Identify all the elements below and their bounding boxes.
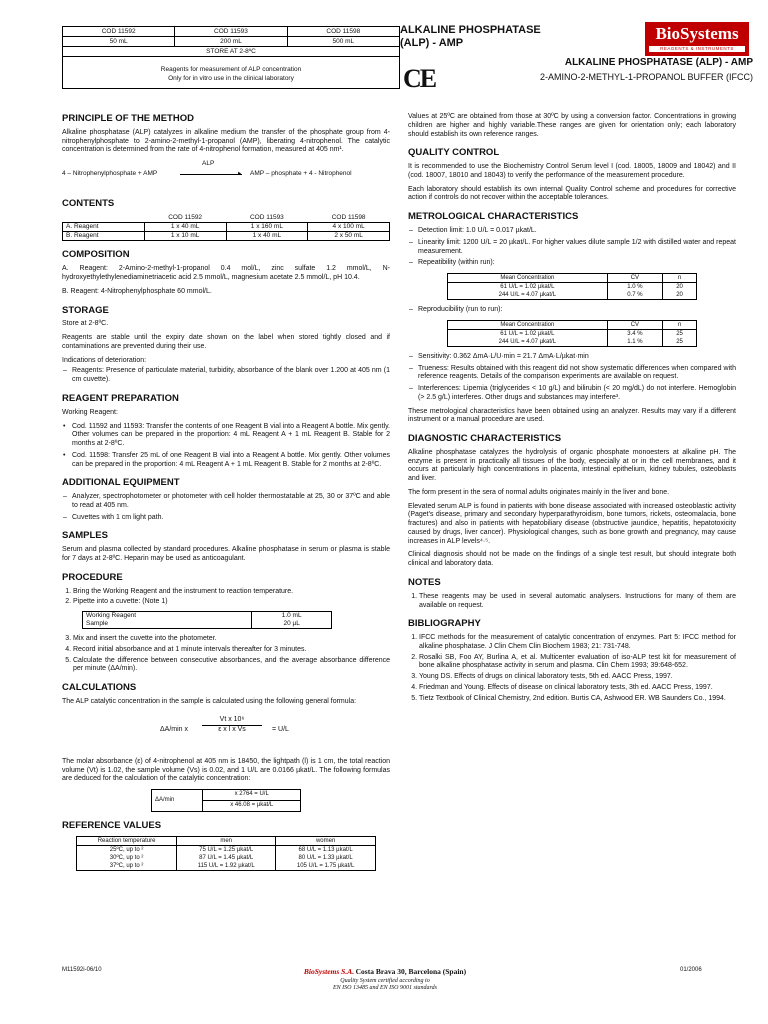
table-header (63, 214, 145, 223)
table-header: COD 11598 (331, 214, 366, 221)
table-cell: 25 (663, 338, 697, 347)
table-header: Mean Concentration (448, 320, 608, 329)
table-cell: 105 U/L = 1.75 µkat/L (276, 862, 376, 871)
footer-quality-line2: EN ISO 13485 and EN ISO 9001 standards (333, 985, 437, 991)
list-item: 4. Friedman and Young. Effects of disease on clinical laboratory tests, 3th ed. AACC Press, 1997. (419, 684, 736, 693)
table-cell: 25ºC, up to ² (77, 845, 177, 854)
document-code: M11592i-06/10 (62, 967, 102, 973)
table-cell: A. Reagent (63, 223, 145, 232)
list (62, 423, 390, 470)
paragraph: The molar absorbance (ε) of 4-nitrophenol at 405 nm is 18450, the lightpath (l) is 1 cm, the total reaction volume (Vt) is 1.02, the sample volume (Vs) is 0.02, and 1 U/L are 0.0166 µkat/L. The following formulas are deduced for the calculation of the catalytic concentration: (62, 757, 390, 783)
list-item: 1. These reagents may be used in several automatic analysers. Instructions for many of them are available on request. (419, 593, 736, 611)
table-header: n (663, 274, 697, 283)
list (408, 353, 736, 403)
list-item: • Cod. 11598: Transfer 25 mL of one Reagent B vial into a Reagent A bottle. Mix gently. Other volumes can be prepared in the proportion: 4 mL Reagent A + 1 mL Reagent B. Stable for 2 months at 2-8ºC. (72, 452, 390, 470)
method-subtitle: 2-AMINO-2-METHYL-1-PROPANOL BUFFER (IFCC) (539, 72, 753, 82)
list-item: – Detection limit: 1.0 U/L = 0.017 µkat/L. (418, 227, 736, 236)
paragraph: Alkaline phosphatase (ALP) catalyzes in alkaline medium the transfer of the phosphate group from 4-nitrophenylphosphate to 2-amino-2-methyl-1-propanol (AMP), liberating 4-nitrophenol. The catalytic concentration is determined from the rate of 4-nitrophenol formation, measured at 405 nm¹. (62, 128, 390, 154)
formula-lhs: ΔA/min x (160, 725, 189, 733)
paragraph: The ALP catalytic concentration in the sample is calculated using the following general formula: (62, 698, 357, 705)
table-cell: 20 µL (252, 620, 332, 629)
list-item: – Sensitivity: 0.362 ΔmA·L/U·min = 21.7 ΔmA·L/µkat·min (418, 353, 736, 362)
footer-quality-line1: Quality System certified according to (340, 977, 430, 984)
table-header: CV (607, 274, 662, 283)
section-heading: CONTENTS (62, 198, 115, 210)
table-cell: 244 U/L = 4.07 µkat/L (448, 291, 608, 300)
list (408, 227, 736, 268)
table-cell: 68 U/L = 1.13 µkat/L (276, 845, 376, 854)
list-item: – Trueness: Results obtained with this reagent did not show systematic differences when compared with reference reagents. Details of the comparison experiments are available on request. (418, 365, 736, 383)
table-cell: 1.1 % (607, 338, 662, 347)
table-cell: Sample (83, 620, 252, 629)
section-heading: PRINCIPLE OF THE METHOD (62, 113, 194, 124)
usage-note-2: Only for in vitro use in the clinical laboratory (168, 75, 294, 82)
paragraph: Elevated serum ALP is found in patients with bone disease associated with increased osteoblastic activity (Paget's disease, primary and secondary hyperparathyroidism, bone tumors, rickets, osteomalacia, bone fractures) and also in patients with hepatobiliary disease (obstructive jaundice, hepatitis, hepatotoxicity caused by drugs, liver cancer). Physiological changes, such as bone growth and pregnancy, may cause increases in ALP levels⁴·⁵. (408, 502, 736, 545)
table-cell: 61 U/L = 1.02 µkat/L (448, 283, 608, 292)
paragraph: Clinical diagnosis should not be made on the findings of a single test result, but should integrate both clinical and laboratory data. (408, 551, 736, 568)
usage-note-1: Reagents for measurement of ALP concentration (160, 66, 302, 73)
list-item: 3. Mix and insert the cuvette into the photometer. (73, 635, 390, 644)
paragraph: Serum and plasma collected by standard procedures. Alkaline phosphatase in serum or plasma is stable for 7 days at 2-8ºC. Heparin may be used as anticoagulant. (62, 546, 390, 562)
volume-cell: 500 mL (287, 37, 399, 47)
product-title-line1: ALKALINE PHOSPHATASE (400, 24, 541, 36)
factor-ul: x 2764 = U/L (203, 790, 301, 801)
list-item: – Reagents: Presence of particulate material, turbidity, absorbance of the blank over 1.200 at 405 nm (1 cm cuvette). (72, 367, 390, 385)
factor-ukat: x 46.08 = µkat/L (203, 801, 301, 812)
section-heading: REFERENCE VALUES (62, 820, 162, 831)
formula-denominator: ε x l x Vs (202, 725, 262, 735)
table-header: women (276, 836, 376, 845)
section-heading: PROCEDURE (62, 571, 123, 583)
list-item: – Linearity limit: 1200 U/L = 20 µkat/L. For higher values dilute sample 1/2 with distilled water and repeat measurement. (418, 239, 736, 257)
table-cell: 1.0 mL (252, 612, 332, 621)
pipette-table (82, 611, 332, 629)
left-column (62, 113, 390, 877)
procedure-list (62, 635, 390, 674)
paragraph: Working Reagent: (62, 408, 118, 416)
paragraph: Each laboratory should establish its own internal Quality Control scheme and procedures for corrective action if controls do not recover within the acceptable tolerances. (408, 185, 736, 202)
paragraph: Indications of deterioration: (62, 356, 147, 364)
product-title (400, 24, 630, 49)
table-header: men (177, 836, 276, 845)
table-cell: 37ºC, up to ² (77, 862, 177, 871)
reaction-enzyme: ALP (202, 160, 215, 168)
table-cell: 20 (663, 291, 697, 300)
list (62, 367, 390, 385)
reproducibility-table (447, 320, 697, 347)
paragraph: It is recommended to use the Biochemistry Control Serum level I (cod. 18005, 18009 and 18042) and II (cod. 18007, 18010 and 18043) to verify the performance of the measurement procedure. (408, 163, 736, 179)
table-cell: 1.0 % (607, 283, 662, 292)
paragraph: Values at 25ºC are obtained from those at 30ºC by using a conversion factor. Concentrations in growing children are higher and highly variable.These ranges are given for orientation only; each laboratory should establish its own reference ranges. (408, 113, 736, 138)
logo-text: BioSystems (655, 24, 739, 43)
storage-cell: STORE AT 2-8ºC (63, 47, 400, 57)
list-item: 4. Record initial absorbance and at 1 minute intervals thereafter for 3 minutes. (73, 646, 390, 655)
volume-cell: 200 mL (175, 37, 287, 47)
reaction-equation (62, 160, 390, 190)
table-cell: 61 U/L = 1.02 µkat/L (448, 329, 608, 338)
table-cell: 3.4 % (607, 329, 662, 338)
table-cell: 1 x 40 mL (226, 232, 308, 241)
section-heading: METROLOGICAL CHARACTERISTICS (408, 211, 579, 223)
table-header: COD 11592 (168, 214, 203, 221)
table-cell: 80 U/L = 1.33 µkat/L (276, 854, 376, 862)
code-cell: COD 11593 (175, 27, 287, 37)
table-cell: 75 U/L = 1.25 µkat/L (177, 845, 276, 854)
product-code-table (62, 26, 400, 89)
list-item: – Reproducibility (run to run): (418, 306, 736, 315)
paragraph: A. Reagent: 2-Amino-2-methyl-1-propanol 0.4 mol/L, zinc sulfate 1.2 mmol/L, N-hydroxyethylethylenediaminetriacetic acid 2.5 mmol/L, magnesium acetate 2.5 mmol/L, pH 10.4. (62, 265, 390, 281)
table-cell: 25 (663, 329, 697, 338)
factor-label: ΔA/min (155, 796, 175, 803)
list-item: – Repeatibility (within run): (418, 259, 736, 268)
bibliography-list (408, 634, 736, 703)
list-item: 2. Rosalki SB, Foo AY, Burlina A, et al. Multicenter evaluation of iso-ALP test kit for measurement of bone alkaline phosphatase activity in serum and plasma. Clin Chem 1993; 39:648-652. (419, 654, 736, 672)
table-cell: 2 x 50 mL (334, 232, 363, 240)
biosystems-logo (645, 22, 749, 56)
section-heading: NOTES (408, 576, 441, 588)
repeatability-table (447, 273, 697, 300)
table-cell: 1 x 160 mL (226, 223, 308, 232)
right-column (408, 113, 736, 707)
list-item: 1. IFCC methods for the measurement of catalytic concentration of enzymes. Part 5: IFCC method for alkaline phosphatase. J Clin Chem Clin Biochem 1983; 21: 731-748. (419, 634, 736, 652)
ce-mark-icon: CE (403, 64, 436, 93)
table-cell: 0.7 % (607, 291, 662, 300)
notes-list (408, 593, 736, 611)
list-item: • Cod. 11592 and 11593: Transfer the contents of one Reagent B vial into a Reagent A bottle. Mix gently. Other volumes can be prepared in the proportion: 4 mL Reagent A + 1 mL Reagent B. Stable for 2 months at 2-8ºC. (72, 423, 390, 449)
code-cell: COD 11598 (287, 27, 399, 37)
table-cell: 1 x 40 mL (144, 223, 226, 232)
reaction-products: AMP – phosphate + 4 - Nitrophenol (250, 170, 352, 178)
table-header: CV (607, 320, 662, 329)
table-header: n (663, 320, 697, 329)
list-item: 3. Young DS. Effects of drugs on clinical laboratory tests, 5th ed. AACC Press, 1997. (419, 673, 736, 682)
formula-fraction (202, 716, 262, 735)
section-heading: CALCULATIONS (62, 682, 137, 694)
section-heading: REAGENT PREPARATION (62, 392, 179, 404)
table-cell: Working Reagent (83, 612, 252, 621)
reaction-arrow-icon (180, 174, 242, 175)
section-heading: ADDITIONAL EQUIPMENT (62, 477, 180, 489)
table-cell: 244 U/L = 4.07 µkat/L (448, 338, 608, 347)
calculation-factor-box (151, 789, 301, 812)
procedure-list (62, 588, 390, 608)
section-heading: DIAGNOSTIC CHARACTERISTICS (408, 433, 562, 444)
contents-table (62, 214, 390, 241)
document-date: 01/2006 (680, 967, 702, 973)
table-cell: 87 U/L = 1.45 µkat/L (177, 854, 276, 862)
product-title-line2: (ALP) - AMP (400, 36, 464, 49)
reaction-arrowhead-icon: ▸ (238, 170, 242, 178)
list-item: 5. Tietz Textbook of Clinical Chemistry, 2nd edition. Burtis CA, Ashwood ER. WB Saunders Co., 1994. (419, 695, 736, 704)
table-cell: 20 (663, 283, 697, 292)
method-title: ALKALINE PHOSPHATASE (ALP) - AMP (564, 57, 753, 68)
table-cell: 115 U/L = 1.92 µkat/L (177, 862, 276, 871)
list (408, 306, 736, 315)
paragraph: Alkaline phosphatase catalyzes the hydrolysis of organic phosphate monoesters at alkaline pH. The enzyme is present in practically all tissues of the body, especially at or in the cell membranes, and it occurs at particularly high concentrations in placenta, intestinal epithelium, kidney tubules, osteoblasts and liver. (408, 448, 736, 483)
table-header: Reaction temperature (77, 836, 177, 845)
section-heading: QUALITY CONTROL (408, 147, 500, 159)
paragraph: Store at 2-8ºC. (62, 320, 109, 328)
list (62, 493, 390, 522)
formula-numerator: Vt x 10⁶ (219, 715, 245, 723)
code-cell: COD 11592 (63, 27, 175, 37)
volume-cell: 50 mL (63, 37, 175, 47)
reference-values-table (76, 836, 376, 871)
reaction-substrates: 4 – Nitrophenylphosphate + AMP (62, 170, 158, 178)
list-item: 1. Bring the Working Reagent and the instrument to reaction temperature. (73, 588, 390, 597)
list-item: 2. Pipette into a cuvette: (Note 1) (73, 598, 390, 607)
section-heading: STORAGE (62, 304, 109, 316)
table-cell: 30ºC, up to ² (77, 854, 177, 862)
paragraph: The form present in the sera of normal adults originates mainly in the liver and bone. (408, 488, 670, 496)
paragraph: These metrological characteristics have been obtained using an analyzer. Results may vary if a different instrument or a manual procedure are used. (408, 407, 736, 424)
list-item: – Cuvettes with 1 cm light path. (72, 514, 390, 523)
table-cell: 1 x 10 mL (144, 232, 226, 241)
list-item: 5. Calculate the difference between consecutive absorbances, and the average absorbance difference per minute (ΔA/min). (73, 657, 390, 675)
footer-brand: BioSystems S.A. (303, 967, 355, 976)
section-heading: BIBLIOGRAPHY (408, 618, 481, 630)
paragraph: B. Reagent: 4-Nitrophenylphosphate 60 mmol/L. (62, 287, 212, 295)
list-item: – Analyzer, spectrophotometer or photometer with cell holder thermostatable at 25, 30 or 37ºC and able to read at 405 nm. (72, 493, 390, 511)
table-cell: B. Reagent (63, 232, 145, 241)
table-header: COD 11593 (249, 214, 284, 221)
section-heading: SAMPLES (62, 530, 108, 542)
footer-company (230, 967, 540, 993)
list-item: – Interferences: Lipemia (triglycerides < 10 g/L) and bilirubin (< 20 mg/dL) do not interfere. Hemoglobin (> 2.5 g/L) interferes. Other drugs and substances may interfere³. (418, 385, 736, 403)
logo-subtitle: REAGENTS & INSTRUMENTS (649, 46, 745, 52)
usage-cell (63, 57, 400, 89)
paragraph: Reagents are stable until the expiry date shown on the label when stored tightly closed and if contaminations are prevented during their use. (62, 334, 390, 350)
formula-rhs: = U/L (272, 725, 289, 733)
section-heading: COMPOSITION (62, 249, 130, 261)
table-cell: 4 x 100 mL (332, 223, 365, 231)
footer-address: Costa Brava 30, Barcelona (Spain) (355, 967, 467, 976)
table-header: Mean Concentration (448, 274, 608, 283)
general-formula (62, 712, 390, 752)
